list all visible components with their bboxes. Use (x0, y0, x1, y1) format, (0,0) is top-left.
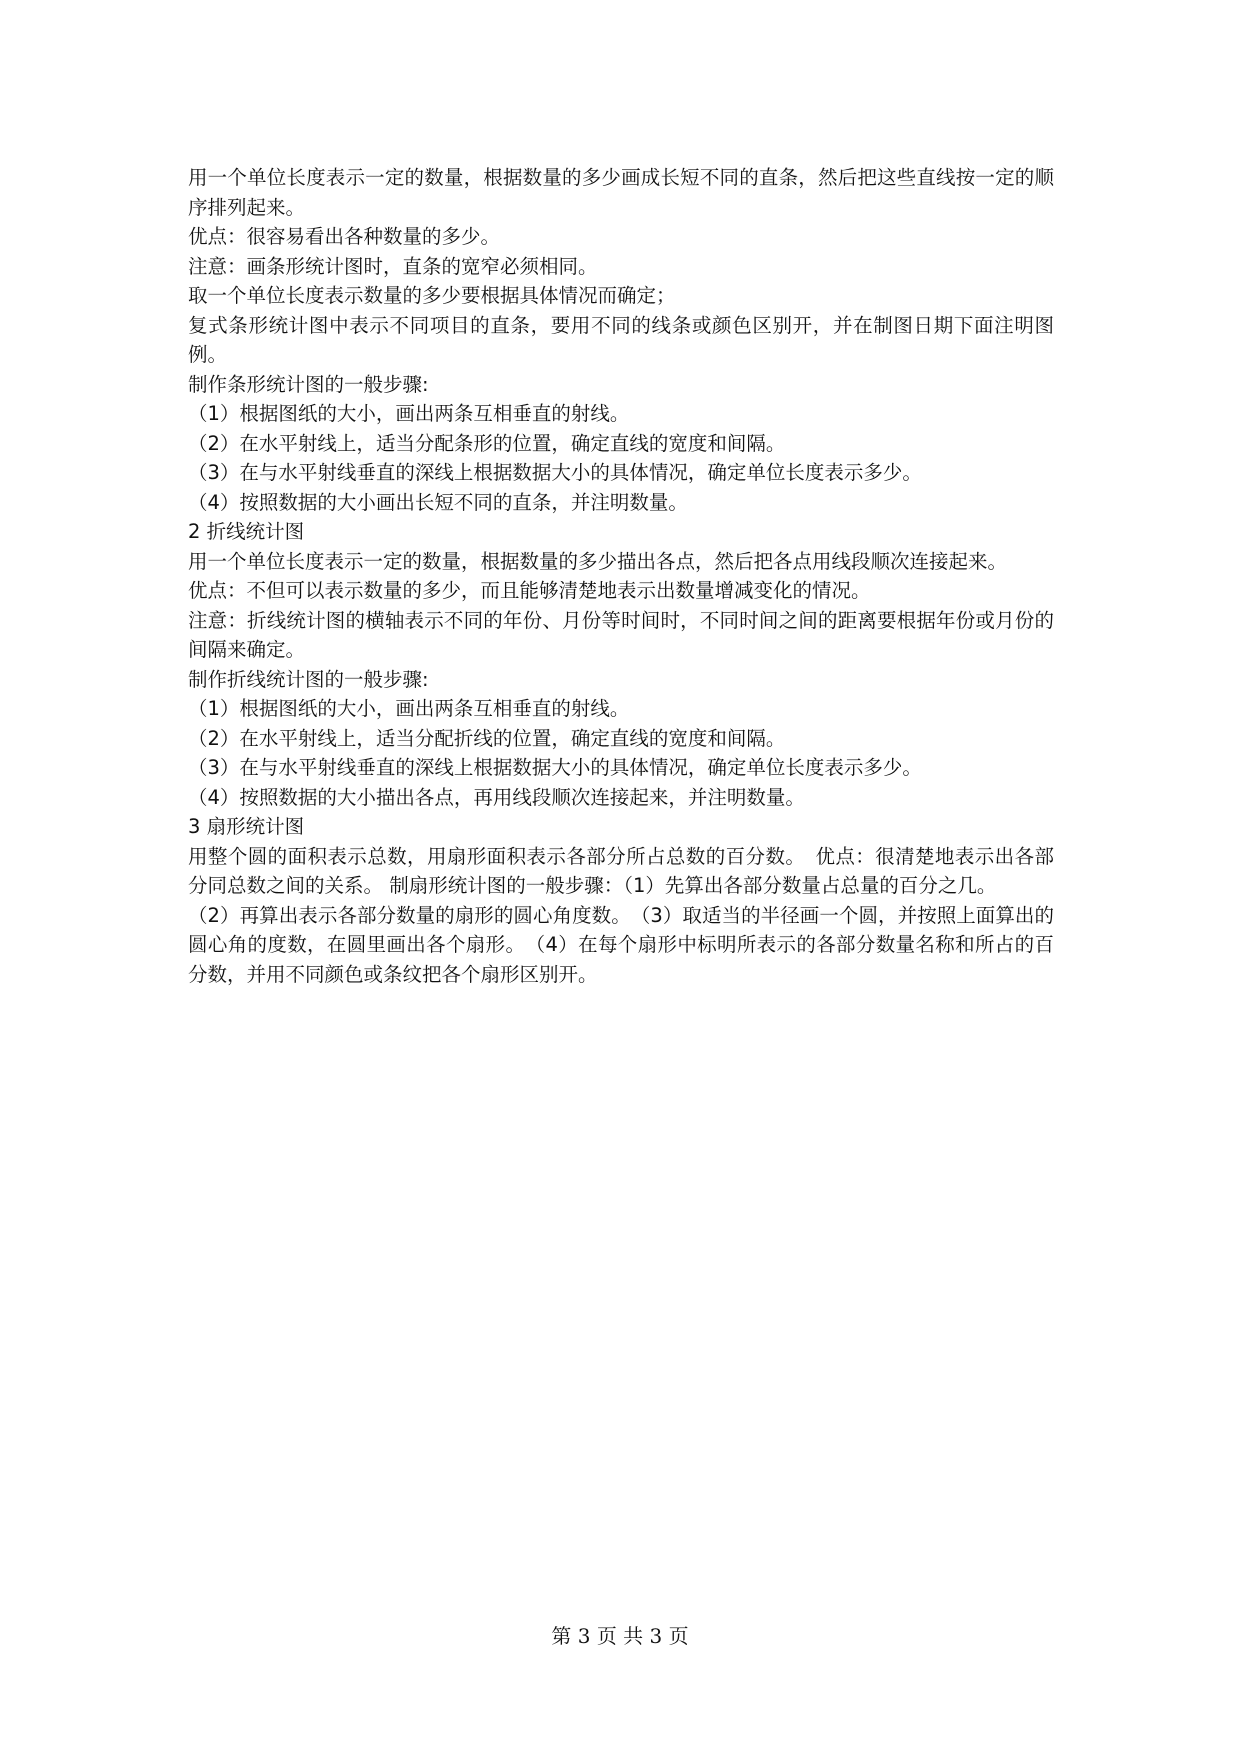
line-chart-note: 注意：折线统计图的横轴表示不同的年份、月份等时间时，不同时间之间的距离要根据年份或月份的间隔来确定。 (188, 608, 1054, 661)
bar-chart-step: （2）在水平射线上，适当分配条形的位置，确定直线的宽度和间隔。 (188, 431, 786, 455)
line-chart-step: （4）按照数据的大小描出各点，再用线段顺次连接起来，并注明数量。 (188, 785, 805, 809)
line-chart-advantage: 优点：不但可以表示数量的多少，而且能够清楚地表示出数量增减变化的情况。 (188, 579, 871, 602)
line-chart-heading: 2 折线统计图 (188, 520, 305, 543)
bar-chart-compound-note: 复式条形统计图中表示不同项目的直条，要用不同的线条或颜色区别开，并在制图日期下面注明图例。 (188, 313, 1054, 366)
line-chart-steps-title: 制作折线统计图的一般步骤: (188, 667, 429, 691)
line-chart-definition: 用一个单位长度表示一定的数量，根据数量的多少描出各点，然后把各点用线段顺次连接起来。 (188, 549, 1008, 573)
bar-chart-steps-title: 制作条形统计图的一般步骤: (188, 372, 429, 396)
document-body (188, 163, 1054, 989)
pie-chart-paragraph-2: （2）再算出表示各部分数量的扇形的圆心角度数。 （3）取适当的半径画一个圆，并按照上面算出的圆心角的度数，在圆里画出各个扇形。 （4）在每个扇形中标明所表示的各部分数量名称和所占的百分数，并用不同颜色或条纹把各个扇形区别开。 (188, 903, 1054, 986)
pie-chart-heading: 3 扇形统计图 (188, 815, 305, 838)
bar-chart-step: （3）在与水平射线垂直的深线上根据数据大小的具体情况，确定单位长度表示多少。 (188, 461, 922, 484)
line-chart-step: （2）在水平射线上，适当分配折线的位置，确定直线的宽度和间隔。 (188, 726, 786, 750)
line-chart-step: （3）在与水平射线垂直的深线上根据数据大小的具体情况，确定单位长度表示多少。 (188, 756, 922, 779)
bar-chart-step: （4）按照数据的大小画出长短不同的直条，并注明数量。 (188, 490, 688, 514)
bar-chart-advantage: 优点：很容易看出各种数量的多少。 (188, 225, 501, 248)
line-chart-step: （1）根据图纸的大小，画出两条互相垂直的射线。 (188, 697, 630, 720)
page-number-footer: 第 3 页 共 3 页 (551, 1624, 689, 1648)
bar-chart-note: 注意：画条形统计图时，直条的宽窄必须相同。 (188, 254, 598, 278)
bar-chart-step: （1）根据图纸的大小，画出两条互相垂直的射线。 (188, 402, 630, 425)
pie-chart-paragraph-1: 用整个圆的面积表示总数，用扇形面积表示各部分所占总数的百分数。 优点：很清楚地表示出各部分同总数之间的关系。 制扇形统计图的一般步骤：（1）先算出各部分数量占总量的百分之几。 (188, 844, 1054, 897)
bar-chart-unit-note: 取一个单位长度表示数量的多少要根据具体情况而确定； (188, 284, 676, 307)
bar-chart-definition: 用一个单位长度表示一定的数量，根据数量的多少画成长短不同的直条，然后把这些直线按一定的顺序排列起来。 (188, 166, 1054, 219)
